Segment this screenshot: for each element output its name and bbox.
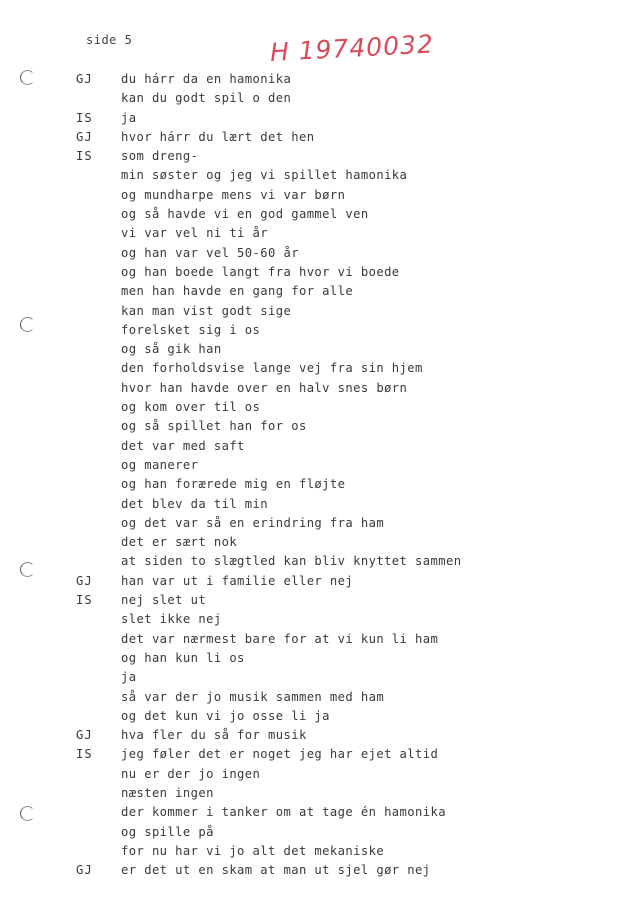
utterance-text: hva fler du så for musik	[121, 728, 307, 743]
transcript-line	[0, 707, 637, 726]
transcript-line	[0, 475, 637, 494]
utterance-text: og manerer	[121, 457, 199, 472]
transcript-line	[0, 398, 637, 417]
utterance-text: for nu har vi jo alt det mekaniske	[121, 843, 385, 858]
transcript-line	[0, 495, 637, 514]
utterance-text: og så havde vi en god gammel ven	[121, 207, 369, 222]
utterance-text: og kom over til os	[121, 400, 261, 415]
utterance-text: og han var vel 50-60 år	[121, 245, 299, 260]
page-number: side 5	[86, 33, 133, 47]
utterance-text: det blev da til min	[121, 496, 269, 511]
transcript-line	[0, 514, 637, 533]
utterance-text: og han kun li os	[121, 650, 245, 665]
utterance-text: og han boede langt fra hvor vi boede	[121, 264, 400, 279]
utterance-text: det er sært nok	[121, 535, 238, 550]
transcript-line	[0, 630, 637, 649]
transcript-line	[0, 302, 637, 321]
utterance-text: og så gik han	[121, 342, 222, 357]
transcript-line	[0, 128, 637, 147]
utterance-text: at siden to slægtled kan bliv knyttet sammen	[121, 554, 462, 569]
utterance-text: og mundharpe mens vi var børn	[121, 187, 346, 202]
transcript-line	[0, 688, 637, 707]
transcript-line	[0, 224, 637, 243]
utterance-text: og så spillet han for os	[121, 419, 307, 434]
utterance-text: du hárr da en hamonika	[121, 72, 292, 86]
transcript-line	[0, 89, 637, 108]
transcript-line	[0, 166, 637, 185]
utterance-text: og det kun vi jo osse li ja	[121, 708, 330, 723]
transcript-line	[0, 109, 637, 128]
utterance-text: er det ut en skam at man ut sjel gør nej	[121, 863, 431, 878]
speaker-label: GJ	[76, 129, 93, 144]
utterance-text: og spille på	[121, 824, 214, 839]
speaker-label: IS	[76, 747, 93, 762]
utterance-text: og han forærede mig en fløjte	[121, 477, 346, 492]
transcript-line	[0, 244, 637, 263]
utterance-text: det var nærmest bare for at vi kun li ham	[121, 631, 439, 646]
utterance-text: men han havde en gang for alle	[121, 284, 354, 299]
transcript-line	[0, 321, 637, 340]
transcript-line	[0, 591, 637, 610]
utterance-text: kan du godt spil o den	[121, 91, 292, 106]
speaker-label: GJ	[76, 863, 93, 878]
transcript-line	[0, 765, 637, 784]
speaker-label: IS	[76, 593, 93, 608]
transcript-line	[0, 282, 637, 301]
utterance-text: forelsket sig i os	[121, 322, 261, 337]
transcript-line	[0, 147, 637, 166]
utterance-text: og det var så en erindring fra ham	[121, 515, 385, 530]
utterance-text: der kommer i tanker om at tage én hamonika	[121, 805, 446, 820]
archive-code-handwritten: H 19740032	[269, 29, 435, 67]
utterance-text: ja	[121, 110, 137, 125]
speaker-label: IS	[76, 110, 93, 125]
transcript-line	[0, 745, 637, 764]
transcript-line	[0, 823, 637, 842]
transcript-line	[0, 205, 637, 224]
utterance-text: som dreng-	[121, 149, 199, 164]
speaker-label: IS	[76, 149, 93, 164]
transcript-line	[0, 610, 637, 629]
utterance-text: hvor hárr du lært det hen	[121, 129, 315, 144]
transcript-line	[0, 456, 637, 475]
utterance-text: kan man vist godt sige	[121, 303, 292, 318]
utterance-text: så var der jo musik sammen med ham	[121, 689, 385, 704]
utterance-text: min søster og jeg vi spillet hamonika	[121, 168, 408, 183]
transcript-line	[0, 726, 637, 745]
transcript-line	[0, 533, 637, 552]
transcript-line	[0, 359, 637, 378]
transcript-line	[0, 186, 637, 205]
utterance-text: jeg føler det er noget jeg har ejet altid	[121, 747, 439, 762]
transcript-line	[0, 340, 637, 359]
utterance-text: nej slet ut	[121, 593, 207, 608]
speaker-label: GJ	[76, 728, 93, 743]
transcript-line	[0, 70, 637, 89]
transcript-line	[0, 552, 637, 571]
transcript-line	[0, 861, 637, 880]
transcript-line	[0, 437, 637, 456]
utterance-text: hvor han havde over en halv snes børn	[121, 380, 408, 395]
transcript-line	[0, 803, 637, 822]
transcript-line	[0, 263, 637, 282]
transcript-line	[0, 417, 637, 436]
speaker-label: GJ	[76, 72, 93, 86]
transcript-line	[0, 572, 637, 591]
transcript-line	[0, 842, 637, 861]
transcript-line	[0, 668, 637, 687]
transcript-line	[0, 784, 637, 803]
utterance-text: vi var vel ni ti år	[121, 226, 269, 241]
utterance-text: slet ikke nej	[121, 612, 222, 627]
transcript-line	[0, 379, 637, 398]
utterance-text: den forholdsvise lange vej fra sin hjem	[121, 361, 423, 376]
speaker-label: GJ	[76, 573, 93, 588]
transcript	[0, 70, 637, 880]
utterance-text: næsten ingen	[121, 785, 214, 800]
utterance-text: han var ut i familie eller nej	[121, 573, 354, 588]
utterance-text: nu er der jo ingen	[121, 766, 261, 781]
utterance-text: ja	[121, 670, 137, 685]
transcript-line	[0, 649, 637, 668]
utterance-text: det var med saft	[121, 438, 245, 453]
